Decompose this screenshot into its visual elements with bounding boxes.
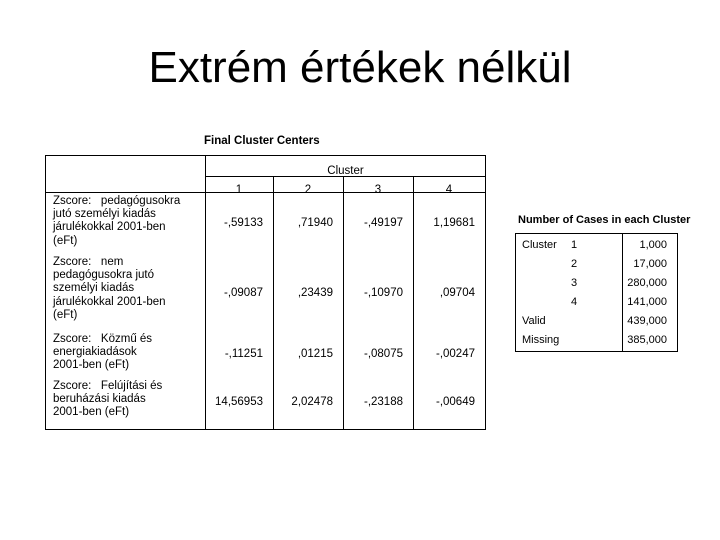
table-border-right [485, 155, 486, 430]
cluster-count: 1,000 [639, 239, 667, 251]
column-header: 2 [304, 184, 312, 196]
column-header: 3 [374, 184, 382, 196]
final-cluster-centers-table [45, 155, 486, 430]
slide-title: Extrém értékek nélkül [148, 43, 572, 92]
cluster-label: Cluster [522, 239, 557, 251]
missing-count: 385,000 [627, 334, 667, 346]
cell-value: -,23188 [363, 396, 403, 408]
cell-value: 14,56953 [215, 396, 263, 408]
cluster-id: 1 [571, 239, 578, 251]
cell-value: -,00247 [435, 348, 475, 360]
column-line [413, 176, 414, 430]
table-border-left [45, 155, 46, 430]
cell-value: -,49197 [363, 217, 403, 229]
row-label: Zscore: Közmű és energiakiadások 2001-ben (eFt) [53, 333, 153, 372]
cell-value: -,08075 [363, 348, 403, 360]
cell-value: ,71940 [297, 217, 333, 229]
cell-value: -,59133 [223, 217, 263, 229]
column-line [273, 176, 274, 430]
valid-count: 439,000 [627, 315, 667, 327]
value-column-line [622, 234, 623, 351]
row-label: Zscore: pedagógusokra jutó személyi kiadás járulékokkal 2001-ben (eFt) [53, 195, 181, 247]
column-header: 4 [445, 184, 453, 196]
cluster-group-header: Cluster [327, 165, 364, 177]
column-line [343, 176, 344, 430]
final-cluster-centers-title: Final Cluster Centers [204, 135, 320, 147]
cluster-count: 17,000 [633, 258, 667, 270]
column-header: 1 [235, 184, 243, 196]
table-border-bottom [45, 429, 486, 430]
cell-value: -,10970 [363, 287, 403, 299]
row-label: Zscore: nem pedagógusokra jutó személyi kiadás járulékokkal 2001-ben (eFt) [53, 256, 166, 321]
cluster-id: 4 [571, 296, 578, 308]
cluster-id: 3 [571, 277, 578, 289]
cell-value: ,23439 [297, 287, 333, 299]
cluster-count: 280,000 [627, 277, 667, 289]
cell-value: 1,19681 [433, 217, 475, 229]
cell-value: ,01215 [297, 348, 333, 360]
number-of-cases-title: Number of Cases in each Cluster [518, 214, 691, 226]
row-label: Zscore: Felújítási és beruházási kiadás 2001-ben (eFt) [53, 380, 163, 419]
cell-value: -,11251 [224, 348, 263, 360]
cluster-id: 2 [571, 258, 578, 270]
table-border-top [45, 155, 486, 156]
cell-value: 2,02478 [291, 396, 333, 408]
cell-value: -,09087 [223, 287, 263, 299]
valid-label: Valid [522, 315, 546, 327]
cell-value: -,00649 [435, 396, 475, 408]
number-of-cases-table [515, 233, 678, 352]
cluster-count: 141,000 [627, 296, 667, 308]
missing-label: Missing [522, 334, 560, 346]
cell-value: ,09704 [439, 287, 475, 299]
